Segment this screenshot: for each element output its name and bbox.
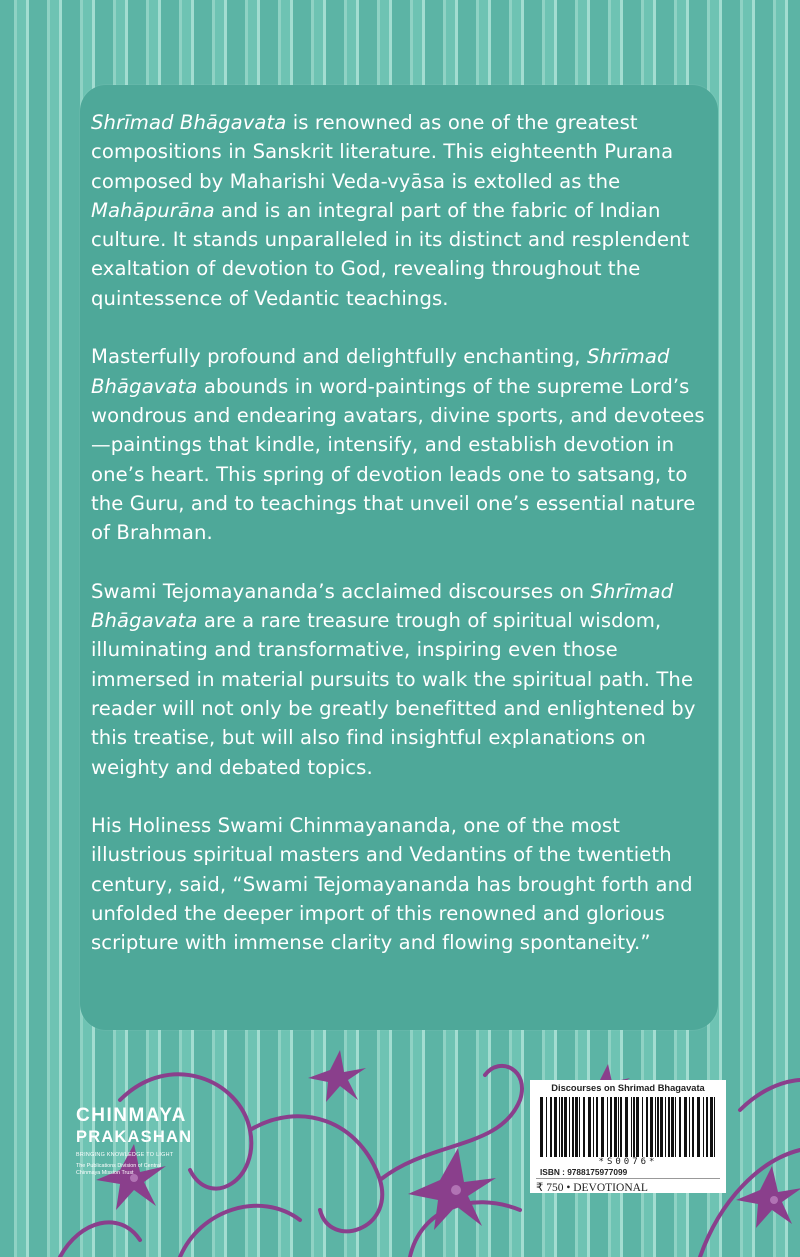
publisher-logo (76, 1105, 206, 1177)
italic-title-run: Shrīmad Bhāgavata (91, 345, 670, 398)
text-run: His Holiness Swami Chinmayananda, one of the most illustrious spiritual masters and Vedantins of the twentieth century, said, “Swami Tejomayananda has brought forth and unfolded the deeper import of this renowned and glorious scripture with immense clarity and flowing spontaneity.” (91, 814, 693, 955)
barcode-bar (561, 1097, 563, 1157)
barcode-bar (572, 1097, 574, 1157)
barcode-bar (550, 1097, 552, 1157)
text-run: Swami Tejomayananda’s acclaimed discourses on (91, 579, 591, 603)
isbn-text: ISBN : 9788175977099 (540, 1167, 628, 1177)
text-run: and is an integral part of the fabric of Indian culture. It stands unparalleled in its distinct and resplendent exaltation of devotion to God, revealing throughout the quintessence of Vedantic teachings. (91, 198, 690, 310)
publisher-name-line2: PRAKASHAN (76, 1128, 193, 1146)
italic-title-run: Shrīmad Bhāgavata (91, 111, 287, 134)
barcode-bar (564, 1097, 567, 1157)
barcode-label (530, 1080, 726, 1193)
publisher-tagline: BRINGING KNOWLEDGE TO LIGHT (76, 1152, 174, 1158)
barcode-bar (607, 1097, 608, 1157)
barcode-bar (697, 1097, 700, 1157)
paragraph-2 (91, 342, 711, 547)
barcode-bar (554, 1097, 557, 1157)
barcode-bar (692, 1097, 694, 1157)
barcode-bar (650, 1097, 653, 1157)
barcode-bar (684, 1097, 687, 1157)
barcode-bar (625, 1097, 628, 1157)
barcode-bar (646, 1097, 648, 1157)
barcode-title: Discourses on Shrimad Bhagavata (551, 1083, 705, 1093)
barcode-bar (710, 1097, 713, 1157)
barcode-bar (703, 1097, 704, 1157)
barcode-bar (579, 1097, 580, 1157)
barcode-bar (706, 1097, 708, 1157)
text-run: Masterfully profound and delightfully enchanting, (91, 345, 587, 369)
paragraph-4 (91, 811, 711, 957)
paragraph-3 (91, 577, 711, 782)
barcode-bar (636, 1097, 639, 1157)
barcode-bar (665, 1097, 666, 1157)
barcode-bar (593, 1097, 594, 1157)
text-run: is renowned as one of the greatest compositions in Sanskrit literature. This eighteenth Purana composed by Maharishi Veda-vyāsa is extolled as the (91, 111, 674, 193)
barcode-bar (559, 1097, 560, 1157)
barcode-bar (668, 1097, 670, 1157)
barcode-bar (614, 1097, 617, 1157)
price-genre: ₹ 750 • DEVOTIONAL (536, 1178, 720, 1194)
barcode-bar (610, 1097, 612, 1157)
barcode-bar (631, 1097, 632, 1157)
description-text (91, 108, 711, 987)
paragraph-1 (91, 108, 711, 313)
publisher-division-note: The Publications Division of Central Chinmaya Mission Trust (76, 1163, 162, 1176)
barcode-bar (596, 1097, 598, 1157)
barcode-bar (618, 1097, 619, 1157)
text-run: are a rare treasure trough of spiritual wisdom, illuminating and transformative, inspiring even those immersed in material pursuits to walk the spiritual path. The reader will not only be greatly benefitted and enlightened by this treatise, but will also find insightful explanations on weighty and debated topics. (91, 609, 696, 779)
barcode-bars (538, 1097, 718, 1157)
barcode-bar (633, 1097, 635, 1157)
barcode-bar (569, 1097, 570, 1157)
barcode-code: *S0076* (598, 1157, 658, 1167)
barcode-bar (540, 1097, 543, 1157)
barcode-bar (714, 1097, 715, 1157)
barcode-bar (601, 1097, 604, 1157)
barcode-bar (583, 1097, 585, 1157)
barcode-bar (575, 1097, 578, 1157)
barcode-bar (546, 1097, 547, 1157)
barcode-bar (657, 1097, 659, 1157)
italic-title-run: Shrīmad Bhāgavata (91, 579, 674, 633)
publisher-name-line1: CHINMAYA (76, 1105, 187, 1126)
italic-title-run: Mahāpurāna (91, 198, 215, 222)
barcode-bar (675, 1097, 676, 1157)
barcode-bar (655, 1097, 656, 1157)
text-run: abounds in word-paintings of the supreme Lord’s wondrous and endearing avatars, divine sports, and devotees—paintings that kindle, intensify, and establish devotion in one’s heart. This spring of devotion leads one to satsang, to the Guru, and to teachings that unveil one’s essential nature of Brahman. (91, 374, 705, 545)
barcode-bar (660, 1097, 663, 1157)
barcode-bar (642, 1097, 643, 1157)
barcode-bar (588, 1097, 591, 1157)
barcode-bar (679, 1097, 681, 1157)
barcode-bar (620, 1097, 622, 1157)
barcode-bar (689, 1097, 690, 1157)
barcode-bar (671, 1097, 674, 1157)
